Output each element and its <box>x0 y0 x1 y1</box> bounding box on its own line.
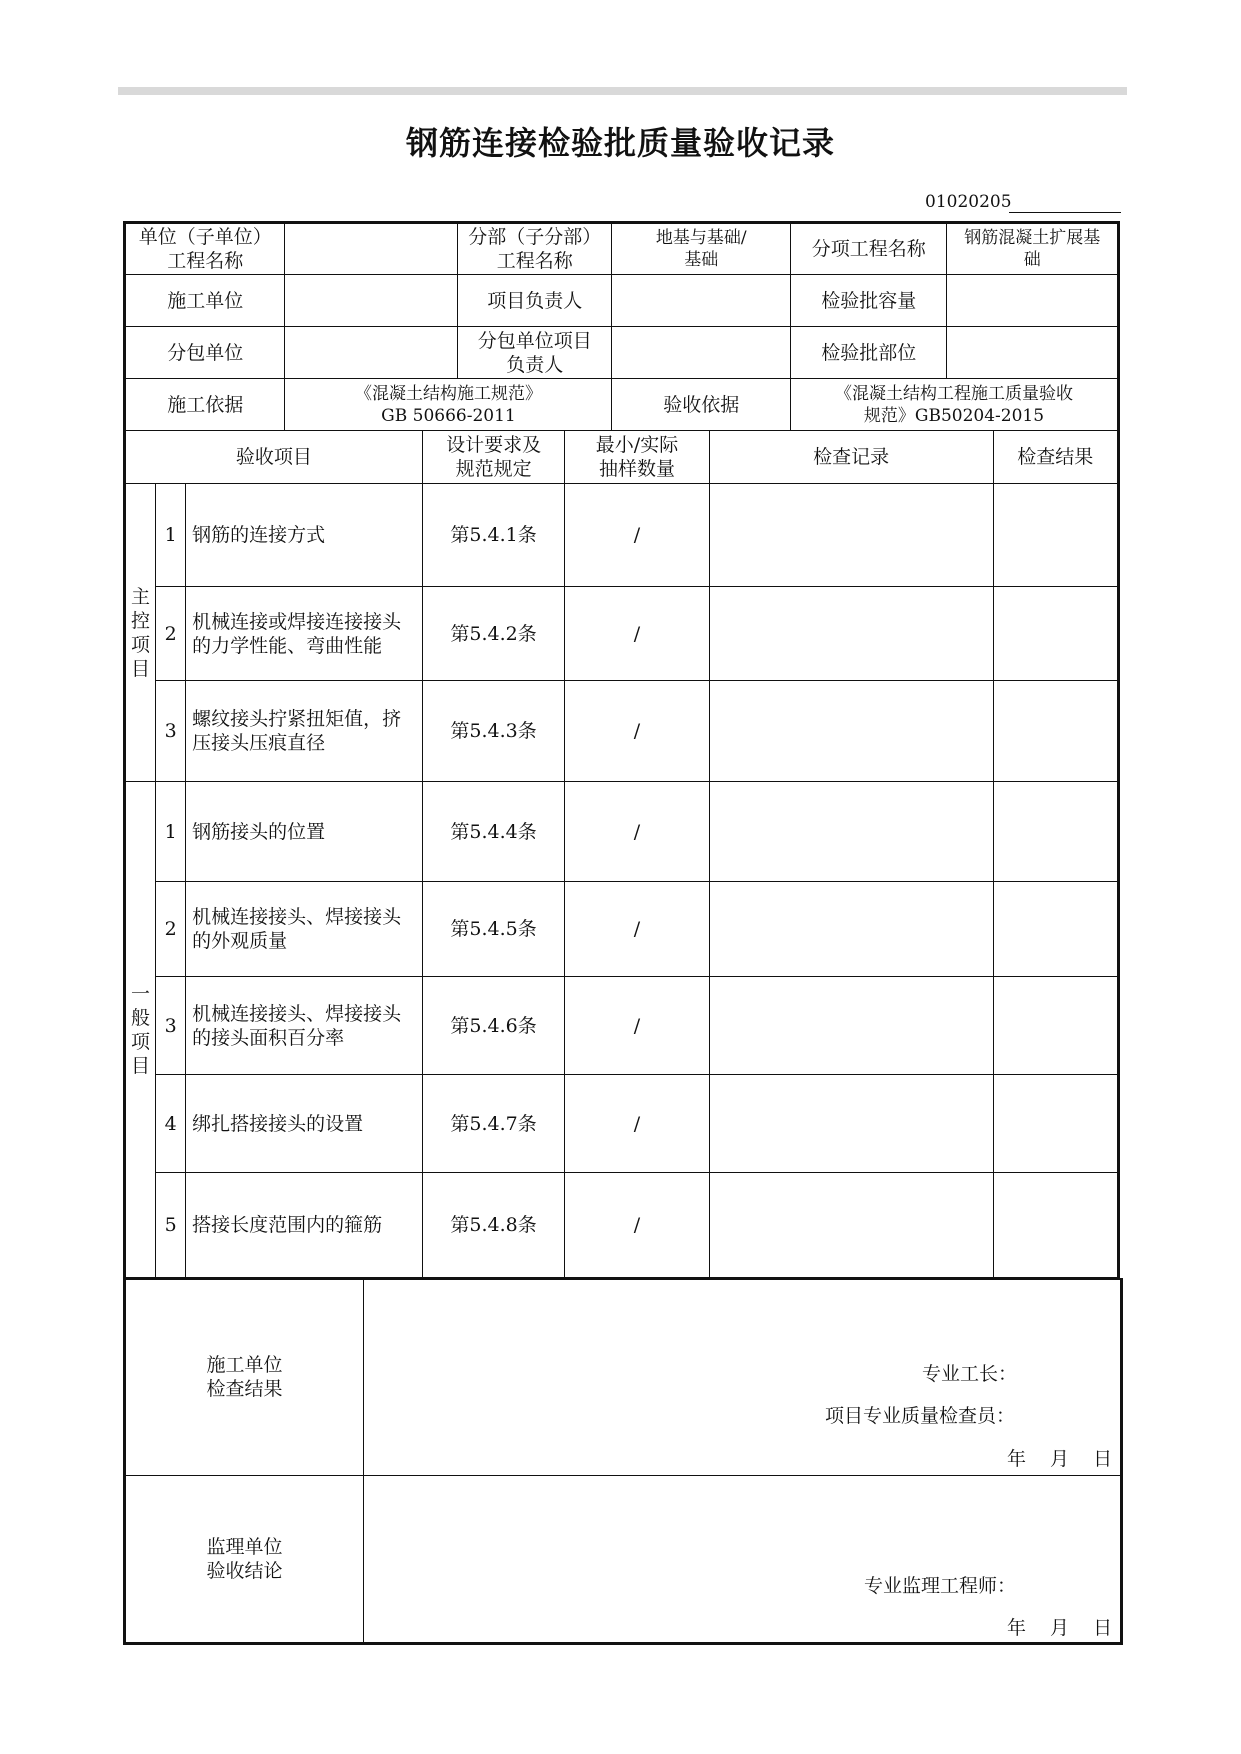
item-number: 3 <box>156 977 186 1075</box>
item-record[interactable] <box>709 484 993 587</box>
subcontractor-label: 分包单位 <box>125 327 285 379</box>
col-header-design: 设计要求及 规范规定 <box>422 431 564 484</box>
foreman-label: 专业工长： <box>922 1363 1018 1385</box>
table-row <box>125 681 1119 782</box>
item-record[interactable] <box>709 782 993 882</box>
signoff-table <box>123 1278 1123 1645</box>
contractor-result-label: 施工单位 检查结果 <box>125 1279 364 1476</box>
item-name: 螺纹接头拧紧扭矩值，挤压接头压痕直径 <box>186 681 423 782</box>
signoff-date: 年 月 日 <box>1007 1448 1113 1470</box>
item-record[interactable] <box>709 681 993 782</box>
item-clause: 第5.4.4条 <box>422 782 564 882</box>
item-number: 2 <box>156 587 186 681</box>
construction-basis-label: 施工依据 <box>125 379 285 431</box>
supervisor-signoff-date: 年 月 日 <box>1007 1617 1113 1639</box>
item-name: 钢筋接头的位置 <box>186 782 423 882</box>
item-number: 1 <box>156 484 186 587</box>
col-header-sample: 最小/实际 抽样数量 <box>565 431 709 484</box>
sub-item-name-value[interactable]: 钢筋混凝土扩展基 础 <box>947 223 1119 275</box>
item-record[interactable] <box>709 587 993 681</box>
table-row <box>125 587 1119 681</box>
item-sample[interactable]: / <box>565 484 709 587</box>
item-clause: 第5.4.8条 <box>422 1173 564 1279</box>
col-header-record: 检查记录 <box>709 431 993 484</box>
item-result[interactable] <box>993 1075 1118 1173</box>
col-header-result: 检查结果 <box>993 431 1118 484</box>
qc-inspector-label: 项目专业质量检查员： <box>825 1405 1016 1427</box>
item-result[interactable] <box>993 484 1118 587</box>
item-record[interactable] <box>709 882 993 977</box>
project-manager-value[interactable] <box>612 275 791 327</box>
item-clause: 第5.4.2条 <box>422 587 564 681</box>
construction-basis-value: 《混凝土结构施工规范》 GB 50666-2011 <box>285 379 612 431</box>
sub-item-name-label: 分项工程名称 <box>790 223 946 275</box>
item-number: 2 <box>156 882 186 977</box>
item-number: 4 <box>156 1075 186 1173</box>
item-name: 搭接长度范围内的箍筋 <box>186 1173 423 1279</box>
unit-name-label: 单位（子单位） 工程名称 <box>125 223 285 275</box>
inspection-items-table <box>123 430 1120 1280</box>
header-info-table <box>123 221 1120 431</box>
table-row <box>125 782 1119 882</box>
item-result[interactable] <box>993 882 1118 977</box>
subcontractor-value[interactable] <box>285 327 458 379</box>
item-clause: 第5.4.5条 <box>422 882 564 977</box>
contractor-signoff-area[interactable] <box>364 1279 1122 1476</box>
item-sample[interactable]: / <box>565 1075 709 1173</box>
item-record[interactable] <box>709 977 993 1075</box>
item-sample[interactable]: / <box>565 977 709 1075</box>
item-clause: 第5.4.3条 <box>422 681 564 782</box>
item-number: 5 <box>156 1173 186 1279</box>
item-result[interactable] <box>993 1173 1118 1279</box>
item-record[interactable] <box>709 1173 993 1279</box>
batch-location-label: 检验批部位 <box>790 327 946 379</box>
contractor-value[interactable] <box>285 275 458 327</box>
item-sample[interactable]: / <box>565 681 709 782</box>
branch-name-label: 分部（子分部） 工程名称 <box>457 223 611 275</box>
branch-name-value[interactable]: 地基与基础/ 基础 <box>612 223 791 275</box>
batch-capacity-label: 检验批容量 <box>790 275 946 327</box>
item-sample[interactable]: / <box>565 1173 709 1279</box>
item-name: 机械连接接头、焊接接头的接头面积百分率 <box>186 977 423 1075</box>
item-sample[interactable]: / <box>565 587 709 681</box>
general-category: 一 般 项 目 <box>125 782 156 1279</box>
item-result[interactable] <box>993 681 1118 782</box>
table-row <box>125 882 1119 977</box>
table-row <box>125 977 1119 1075</box>
project-manager-label: 项目负责人 <box>457 275 611 327</box>
form-code: 01020205 <box>925 192 1012 212</box>
sub-pm-value[interactable] <box>612 327 791 379</box>
batch-capacity-value[interactable] <box>947 275 1119 327</box>
supervisor-conclusion-label: 监理单位 验收结论 <box>125 1476 364 1644</box>
sub-pm-label: 分包单位项目 负责人 <box>457 327 611 379</box>
item-sample[interactable]: / <box>565 782 709 882</box>
item-number: 3 <box>156 681 186 782</box>
item-result[interactable] <box>993 587 1118 681</box>
col-header-item: 验收项目 <box>125 431 423 484</box>
item-clause: 第5.4.1条 <box>422 484 564 587</box>
item-sample[interactable]: / <box>565 882 709 977</box>
top-divider-bar <box>118 87 1127 95</box>
item-number: 1 <box>156 782 186 882</box>
item-record[interactable] <box>709 1075 993 1173</box>
item-result[interactable] <box>993 977 1118 1075</box>
item-name: 钢筋的连接方式 <box>186 484 423 587</box>
item-result[interactable] <box>993 782 1118 882</box>
item-name: 绑扎搭接接头的设置 <box>186 1075 423 1173</box>
item-clause: 第5.4.7条 <box>422 1075 564 1173</box>
contractor-label: 施工单位 <box>125 275 285 327</box>
form-code-underline <box>1009 212 1121 213</box>
acceptance-basis-label: 验收依据 <box>612 379 791 431</box>
item-name: 机械连接或焊接连接接头的力学性能、弯曲性能 <box>186 587 423 681</box>
item-clause: 第5.4.6条 <box>422 977 564 1075</box>
form-title: 钢筋连接检验批质量验收记录 <box>405 124 835 162</box>
table-row <box>125 1075 1119 1173</box>
table-row <box>125 484 1119 587</box>
acceptance-basis-value: 《混凝土结构工程施工质量验收 规范》GB50204-2015 <box>790 379 1118 431</box>
main-control-category: 主 控 项 目 <box>125 484 156 782</box>
batch-location-value[interactable] <box>947 327 1119 379</box>
supervising-engineer-label: 专业监理工程师： <box>864 1575 1017 1597</box>
unit-name-value[interactable] <box>285 223 458 275</box>
table-row <box>125 1173 1119 1279</box>
supervisor-signoff-area[interactable] <box>364 1476 1122 1644</box>
item-name: 机械连接接头、焊接接头的外观质量 <box>186 882 423 977</box>
